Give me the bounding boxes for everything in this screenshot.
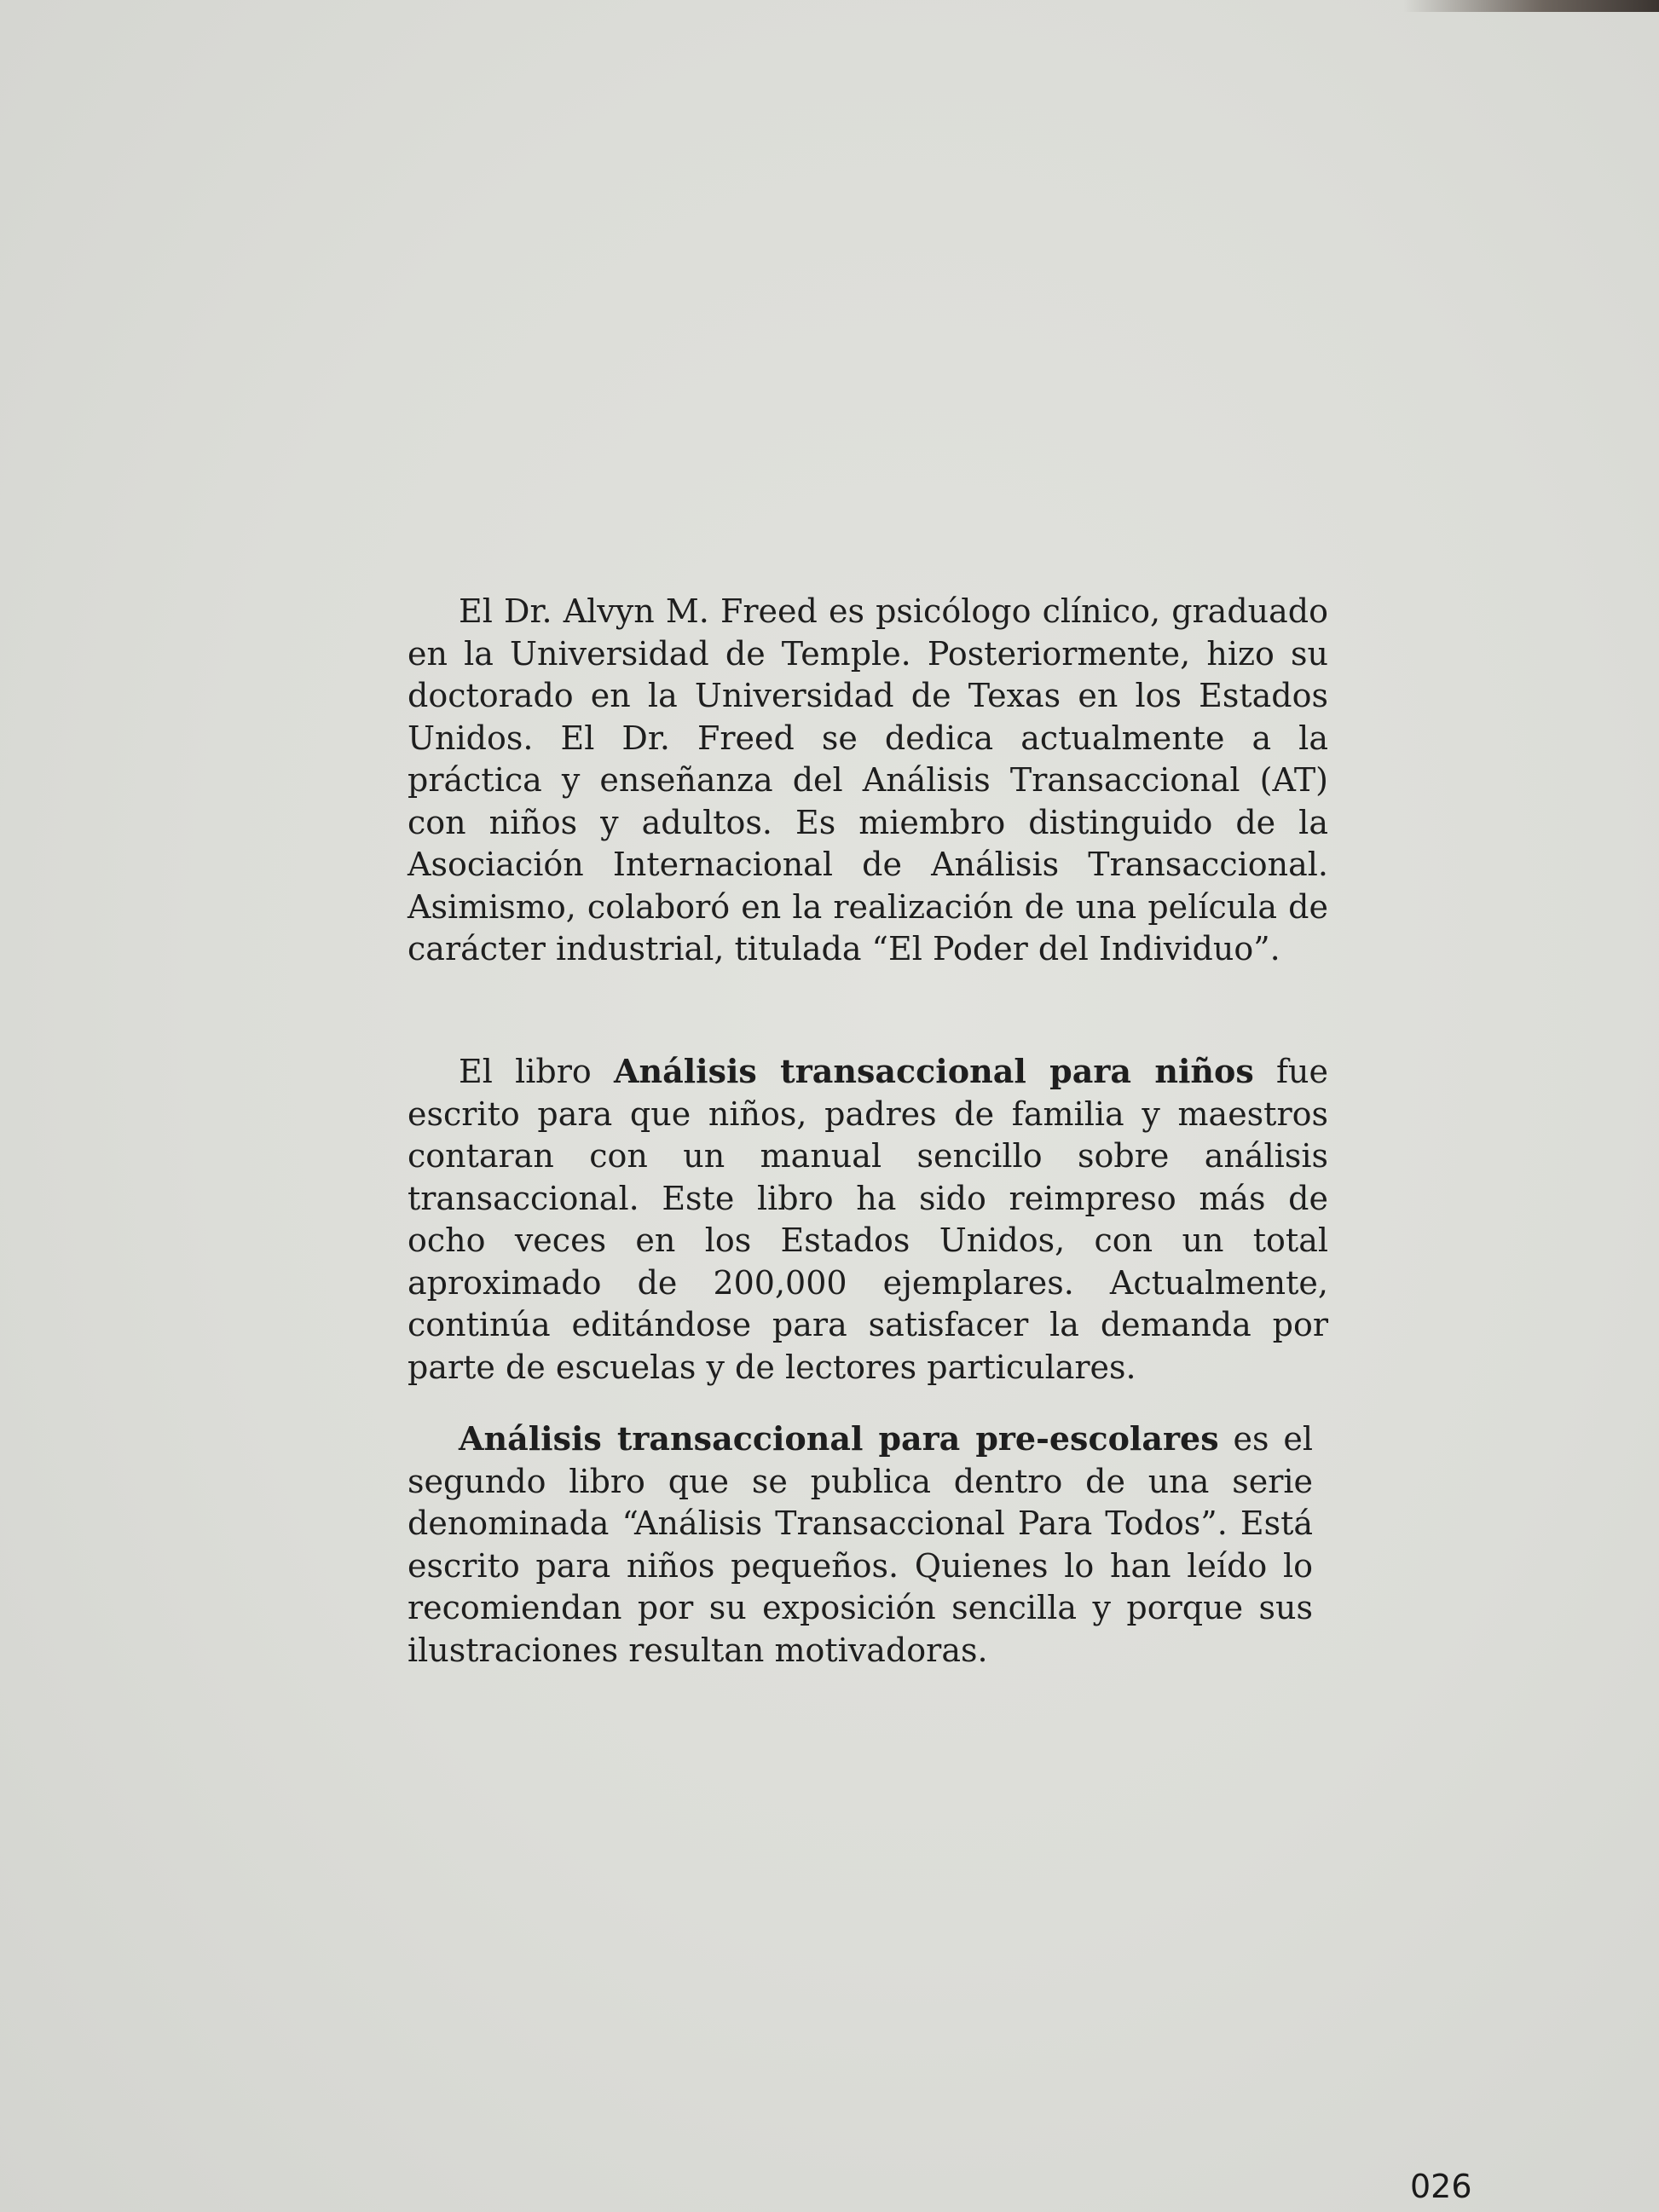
first-book-title: Análisis transaccional para niños [614, 1052, 1254, 1090]
first-book-lead: El libro [459, 1053, 614, 1090]
page-number: 026 [1410, 2168, 1472, 2205]
first-book-paragraph [408, 1050, 1328, 1389]
second-book-description: es el segundo libro que se publica dentro de una serie denominada “Análisis Transaccional Para Todos”. Está escrito para niños pequeños. Quienes lo han leído lo recomiendan por su exposición sencilla y porque sus ilustraciones resultan motivadoras. [408, 1420, 1313, 1669]
page-top-edge-shadow [1403, 0, 1659, 12]
first-book-block [408, 1050, 1328, 1389]
second-book-title: Análisis transaccional para pre-escolares [459, 1419, 1219, 1458]
first-book-description: fue escrito para que niños, padres de familia y maestros contaran con un manual sencillo sobre análisis transaccional. Este libro ha sido reimpreso más de ocho veces en los Estados Unidos, con un total aproximado de 200,000 ejemplares. Actualmente, continúa editándose para satisfacer la demanda por parte de escuelas y de lectores particulares. [408, 1053, 1329, 1386]
author-bio-paragraph: El Dr. Alvyn M. Freed es psicólogo clínico, graduado en la Universidad de Temple. Posteriormente, hizo su doctorado en la Universidad de Texas en los Estados Unidos. El Dr. Freed se dedica actualmente a la práctica y enseñanza del Análisis Transaccional (AT) con niños y adultos. Es miembro distinguido de la Asociación Internacional de Análisis Transaccional. Asimismo, colaboró en la realización de una película de carácter industrial, titulada “El Poder del Individuo”. [408, 592, 1328, 967]
second-book-paragraph [408, 1418, 1313, 1672]
second-book-block [408, 1418, 1313, 1672]
author-bio-block [408, 591, 1328, 971]
